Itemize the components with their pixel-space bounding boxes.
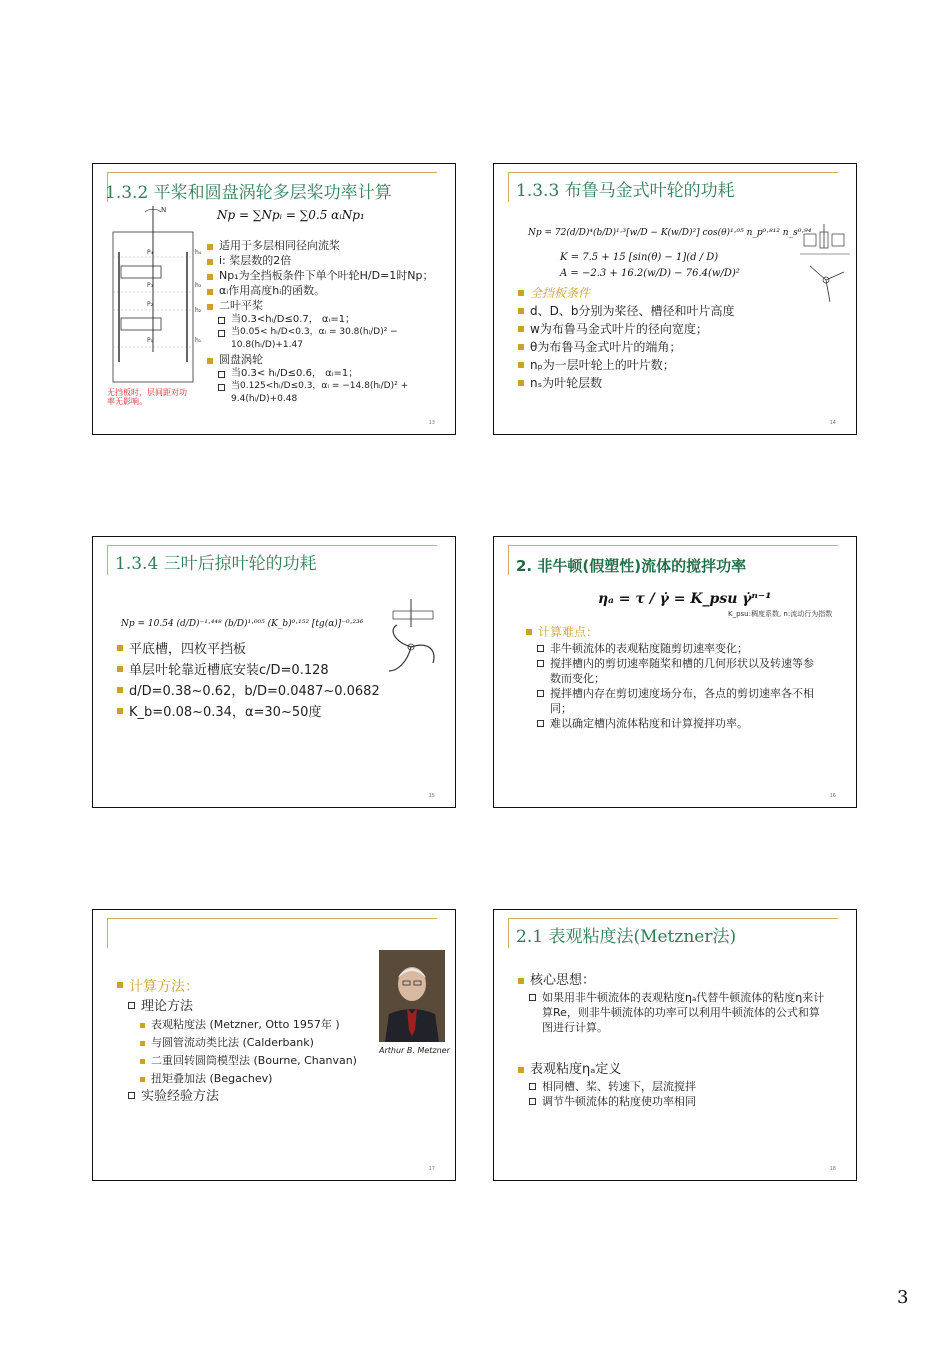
bullet: Np₁为全挡板条件下单个叶轮H/D=1时Np； [205, 268, 449, 283]
page-number: 3 [897, 1287, 909, 1308]
slide-15 [92, 536, 456, 808]
multi-impeller-diagram [107, 202, 207, 392]
title-rule [508, 545, 838, 546]
photo-caption: Arthur B. Metzner [379, 1046, 450, 1055]
bullet: K_b=0.08~0.34，α=30~50度 [115, 702, 415, 723]
bullet: 平底槽，四枚平挡板 [115, 639, 415, 660]
bullet-list [205, 238, 449, 406]
title-rule [508, 172, 838, 173]
slide-title: 1.3.3 布鲁马金式叶轮的功耗 [516, 181, 735, 201]
np-sum-formula: Np = ∑Npᵢ = ∑0.5 αᵢNp₁ [217, 208, 365, 222]
h1-label: h₁ [195, 337, 202, 344]
slide-17 [92, 909, 456, 1181]
apparent-viscosity-formula: ηₐ = τ / γ̇ = K_psu γ̇ⁿ⁻¹ [598, 591, 772, 607]
title-rule [508, 918, 838, 919]
title-rule-vertical [508, 918, 509, 948]
slide-number: 15 [428, 793, 435, 799]
slide-title: 1.3.2 平桨和圆盘涡轮多层桨功率计算 [105, 183, 392, 203]
title-rule [107, 172, 437, 173]
bullet: 圆盘涡轮 [205, 352, 449, 367]
p2-label: P₂ [147, 301, 154, 308]
k-formula: K = 7.5 + 15 [sin(θ) − 1](d / D) [560, 252, 719, 263]
sub-bullet: 相同槽、桨、转速下，层流搅拌 [528, 1079, 826, 1094]
bullet: 表观粘度ηₐ定义 [516, 1061, 826, 1079]
bullet-list [115, 639, 415, 723]
h3-label: h₃ [195, 282, 202, 289]
formula-note: K_psu:稠度系数, n:流动行为指数 [728, 610, 833, 618]
p1-label: P₁ [147, 337, 154, 344]
slide-13 [92, 163, 456, 435]
sub-bullet: 调节牛顿流体的粘度使功率相同 [528, 1094, 826, 1109]
bullet: nₚ为一层叶轮上的叶片数； [516, 356, 816, 374]
bullet: 单层叶轮靠近槽底安装c/D=0.128 [115, 660, 415, 681]
slide-title: 2.1 表观粘度法(Metzner法) [516, 927, 737, 947]
np-formula: Np = 72(d/D)⁴(b/D)¹·³[w/D − K(w/D)²] cos(θ)¹·⁰⁵ n_p⁰·⁸¹² n_s⁰·⁹⁴ [528, 228, 812, 238]
bullet: 适用于多层相同径向流桨 [205, 238, 449, 253]
p3-label: P₃ [147, 282, 154, 289]
bullet-list [115, 976, 415, 1106]
sub-bullet: 当0.3<hᵢ/D≤0.7， αᵢ=1； [217, 313, 449, 326]
slide-number: 13 [428, 420, 435, 426]
bullet: 全挡板条件 [516, 284, 816, 302]
sub-bullet: 难以确定槽内流体粘度和计算搅拌功率。 [536, 716, 824, 731]
bullet: 二叶平桨 [205, 298, 449, 313]
a-formula: A = −2.3 + 16.2(w/D) − 76.4(w/D)² [560, 268, 740, 279]
slide-number: 16 [829, 793, 836, 799]
slide-number: 18 [829, 1166, 836, 1172]
slide-title: 2. 非牛顿(假塑性)流体的搅拌功率 [516, 557, 747, 575]
sub-sub-bullet: 扭矩叠加法 (Begachev) [139, 1070, 415, 1088]
bullet-list [516, 972, 826, 1109]
sub-bullet: 非牛顿流体的表观粘度随剪切速率变化； [536, 641, 824, 656]
slide-title: 1.3.4 三叶后掠叶轮的功耗 [115, 554, 317, 574]
title-rule-vertical [107, 918, 108, 948]
bullet-list [516, 284, 816, 392]
p4-label: P₄ [147, 249, 154, 256]
title-rule-vertical [508, 545, 509, 575]
sub-sub-bullet: 二重回转圆筒模型法 (Bourne, Chanvan) [139, 1052, 415, 1070]
bullet: 核心思想： [516, 972, 826, 990]
slide-16 [493, 536, 857, 808]
shaft-speed-label: N [161, 206, 167, 214]
bullet: w为布鲁马金式叶片的径向宽度； [516, 320, 816, 338]
sub-bullet: 当0.3< hᵢ/D≤0.6， αᵢ=1； [217, 367, 449, 380]
sub-bullet: 搅拌槽内的剪切速率随桨和槽的几何形状以及转速等参数而变化； [536, 656, 824, 686]
slide-18 [493, 909, 857, 1181]
bullet: θ为布鲁马金式叶片的端角； [516, 338, 816, 356]
h4-label: h₄ [195, 249, 202, 256]
sub-bullet: 实验经验方法 [127, 1088, 415, 1106]
bullet-list [524, 623, 824, 731]
title-rule-vertical [107, 545, 108, 575]
slide-14 [493, 163, 857, 435]
h2-label: h₂ [195, 307, 202, 314]
sub-sub-bullet: 表观粘度法 (Metzner, Otto 1957年 ) [139, 1016, 415, 1034]
sub-bullet: 当0.125<hᵢ/D≤0.3，αᵢ = −14.8(hᵢ/D)² + 9.4(hᵢ/D)+0.48 [217, 380, 449, 406]
title-rule [107, 918, 437, 919]
bullet: i: 桨层数的2倍 [205, 253, 449, 268]
bullet: nₛ为叶轮层数 [516, 374, 816, 392]
slide-number: 17 [428, 1166, 435, 1172]
slide-number: 14 [829, 420, 836, 426]
no-baffle-note: 无挡板时，层间距对功率无影响。 [107, 388, 187, 406]
np-formula: Np = 10.54 (d/D)⁻¹·⁴⁴⁸ (b/D)¹·⁰⁰⁵ (K_b)⁰·¹⁵² [tg(α)]⁻⁰·²³⁶ [121, 619, 364, 629]
title-rule-vertical [508, 172, 509, 202]
sub-bullet: 当0.05< hᵢ/D<0.3，αᵢ = 30.8(hᵢ/D)² − 10.8(hᵢ/D)+1.47 [217, 326, 449, 352]
sub-bullet: 搅拌槽内存在剪切速度场分布，各点的剪切速率各不相同； [536, 686, 824, 716]
sub-bullet: 理论方法 [127, 998, 415, 1016]
bullet: d/D=0.38~0.62，b/D=0.0487~0.0682 [115, 681, 415, 702]
title-rule [107, 545, 437, 546]
bullet: d、D、b分别为桨径、槽径和叶片高度 [516, 302, 816, 320]
sub-bullet: 如果用非牛顿流体的表观粘度ηₐ代替牛顿流体的粘度η来计算Re，则非牛顿流体的功率可以利用牛顿流体的公式和算图进行计算。 [528, 990, 826, 1035]
sub-sub-bullet: 与圆管流动类比法 (Calderbank) [139, 1034, 415, 1052]
bullet: αᵢ作用高度hᵢ的函数。 [205, 283, 449, 298]
bullet: 计算方法： [115, 976, 415, 998]
bullet: 计算难点： [524, 623, 824, 641]
